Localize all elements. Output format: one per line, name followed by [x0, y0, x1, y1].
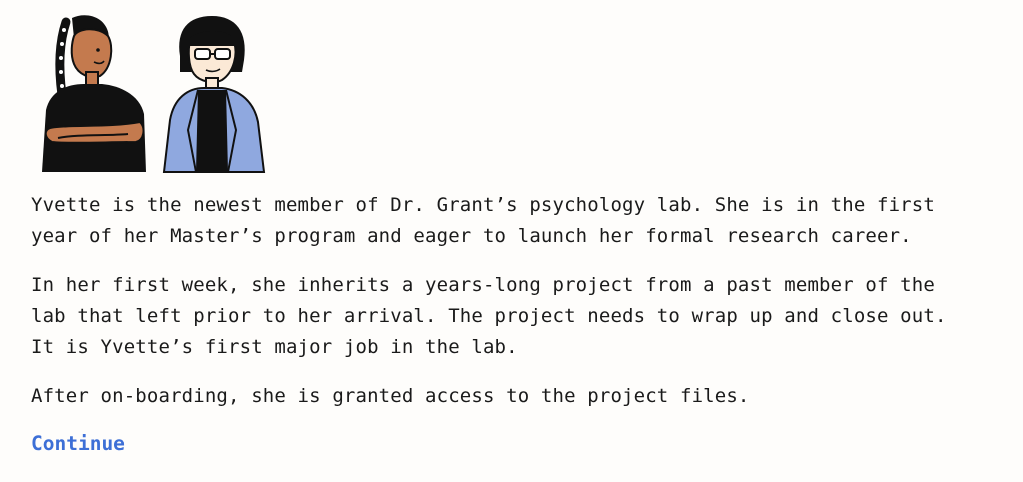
- colleague-character: [164, 16, 264, 172]
- story-paragraph-1: Yvette is the newest member of Dr. Grant’s psychology lab. She is in the first year of her Master’s program and eager to launch her formal research career.: [31, 194, 935, 247]
- characters-svg: [28, 10, 278, 175]
- story-paragraph-2: In her first week, she inherits a years-long project from a past member of the lab that left prior to her arrival. The project needs to wrap up and close out. It is Yvette’s first major job in the lab.: [31, 274, 947, 358]
- continue-link[interactable]: Continue: [31, 432, 125, 455]
- story-paragraph-3: After on-boarding, she is granted access to the project files.: [31, 385, 750, 407]
- story-content: [31, 190, 1016, 458]
- character-illustration: [28, 10, 278, 175]
- yvette-character: [42, 15, 146, 172]
